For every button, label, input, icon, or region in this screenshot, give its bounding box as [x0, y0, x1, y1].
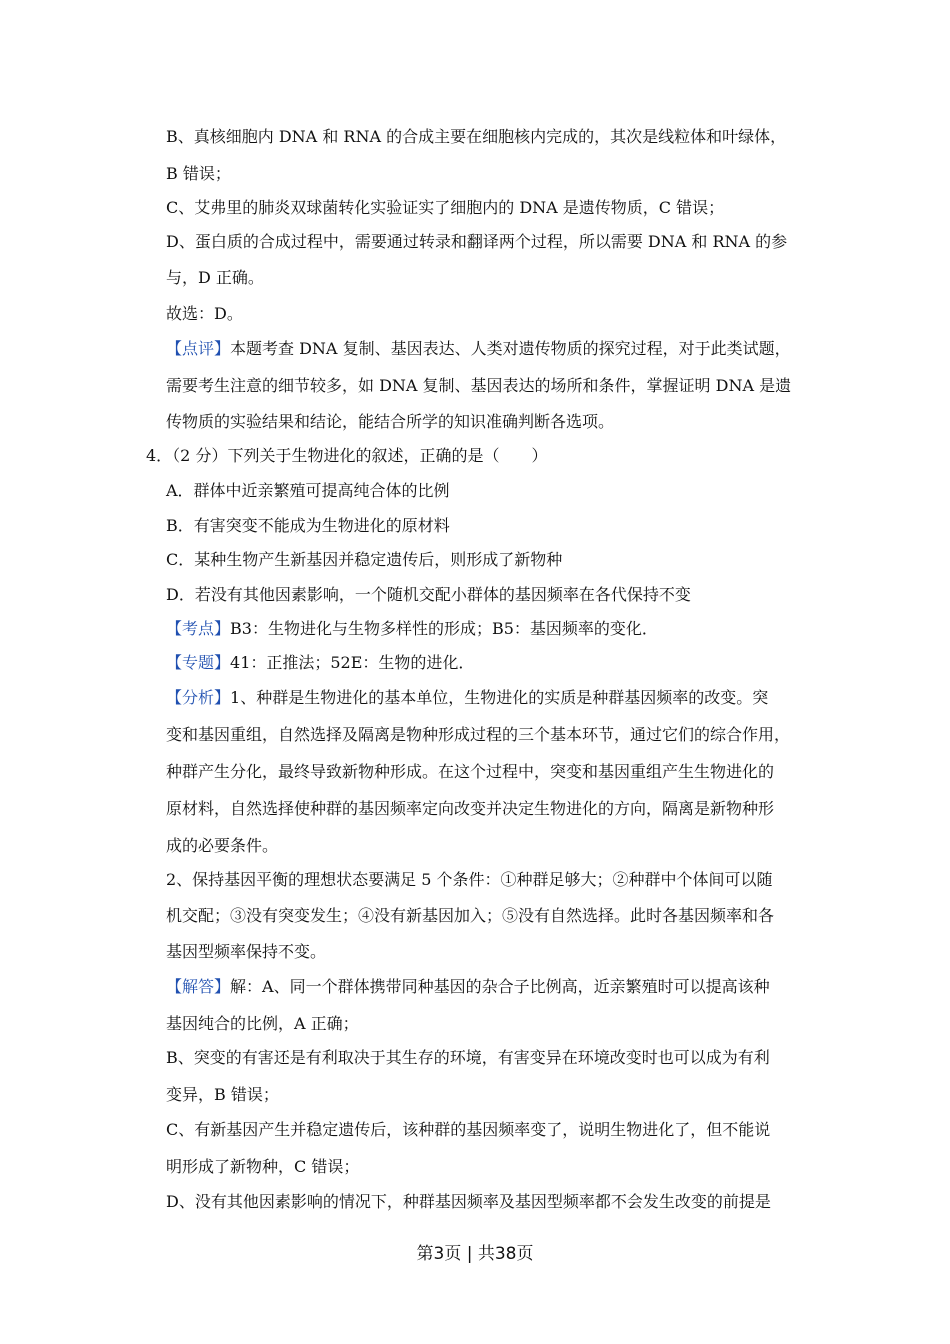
zhuanti-tag: 【专题】: [166, 653, 231, 672]
option-a: A．群体中近亲繁殖可提高纯合体的比例: [166, 481, 450, 500]
jieda-line: D、没有其他因素影响的情况下，种群基因频率及基因型频率都不会发生改变的前提是: [166, 1192, 771, 1211]
jieda-line: 基因纯合的比例，A 正确；: [166, 1014, 359, 1033]
comment-tag: 【点评】: [166, 339, 231, 358]
fenxi-line: [166, 688, 768, 708]
page-number: 第3页 | 共38页: [416, 1244, 534, 1264]
fenxi-line: 种群产生分化，最终导致新物种形成。在这个过程中，突变和基因重组产生生物进化的: [166, 762, 775, 781]
answer-line: B、真核细胞内 DNA 和 RNA 的合成主要在细胞核内完成的，其次是线粒体和叶绿体，: [166, 127, 787, 146]
zhuanti-line: [166, 653, 474, 673]
kaodian-line: [166, 619, 658, 639]
answer-line: 与，D 正确。: [166, 268, 264, 287]
option-b: B．有害突变不能成为生物进化的原材料: [166, 516, 450, 535]
answer-choice-line: 故选：D。: [166, 304, 243, 323]
jieda-line: [166, 977, 770, 997]
answer-line: B 错误；: [166, 164, 231, 183]
fenxi-line: 原材料，自然选择使种群的基因频率定向改变并决定生物进化的方向，隔离是新物种形: [166, 799, 775, 818]
option-d: D．若没有其他因素影响，一个随机交配小群体的基因频率在各代保持不变: [166, 585, 691, 604]
fenxi-line: 2、保持基因平衡的理想状态要满足 5 个条件：①种群足够大；②种群中个体间可以随: [166, 870, 773, 889]
comment-text: 本题考查 DNA 复制、基因表达、人类对遗传物质的探究过程，对于此类试题，: [230, 339, 791, 358]
fenxi-text: 1、种群是生物进化的基本单位，生物进化的实质是种群基因频率的改变。突: [230, 688, 769, 707]
comment-line: 传物质的实验结果和结论，能结合所学的知识准确判断各选项。: [166, 412, 615, 431]
question-stem: 4．（2 分）下列关于生物进化的叙述，正确的是（ ）: [146, 446, 548, 465]
comment-line: 需要考生注意的细节较多，如 DNA 复制、基因表达的场所和条件，掌握证明 DNA 是遗: [166, 376, 792, 395]
jieda-line: 明形成了新物种，C 错误；: [166, 1157, 360, 1176]
fenxi-tag: 【分析】: [166, 688, 231, 707]
comment-line: [166, 339, 791, 359]
fenxi-line: 机交配；③没有突变发生；④没有新基因加入；⑤没有自然选择。此时各基因频率和各: [166, 906, 775, 925]
jieda-line: C、有新基因产生并稳定遗传后，该种群的基因频率变了，说明生物进化了，但不能说: [166, 1120, 771, 1139]
jieda-text: 解：A、同一个群体携带同种基因的杂合子比例高，近亲繁殖时可以提高该种: [230, 977, 770, 996]
kaodian-tag: 【考点】: [166, 619, 231, 638]
answer-line: C、艾弗里的肺炎双球菌转化实验证实了细胞内的 DNA 是遗传物质，C 错误；: [166, 198, 725, 217]
answer-line: D、蛋白质的合成过程中，需要通过转录和翻译两个过程，所以需要 DNA 和 RNA 的参: [166, 232, 788, 251]
zhuanti-text: 41：正推法；52E：生物的进化．: [230, 653, 475, 672]
jieda-tag: 【解答】: [166, 977, 231, 996]
fenxi-line: 变和基因重组，自然选择及隔离是物种形成过程的三个基本环节，通过它们的综合作用，: [166, 725, 791, 744]
jieda-line: B、突变的有害还是有利取决于其生存的环境，有害变异在环境改变时也可以成为有利: [166, 1048, 770, 1067]
option-c: C．某种生物产生新基因并稳定遗传后，则形成了新物种: [166, 550, 563, 569]
fenxi-line: 基因型频率保持不变。: [166, 942, 327, 961]
jieda-line: 变异，B 错误；: [166, 1085, 279, 1104]
fenxi-line: 成的必要条件。: [166, 836, 279, 855]
kaodian-text: B3：生物进化与生物多样性的形成；B5：基因频率的变化．: [230, 619, 658, 638]
